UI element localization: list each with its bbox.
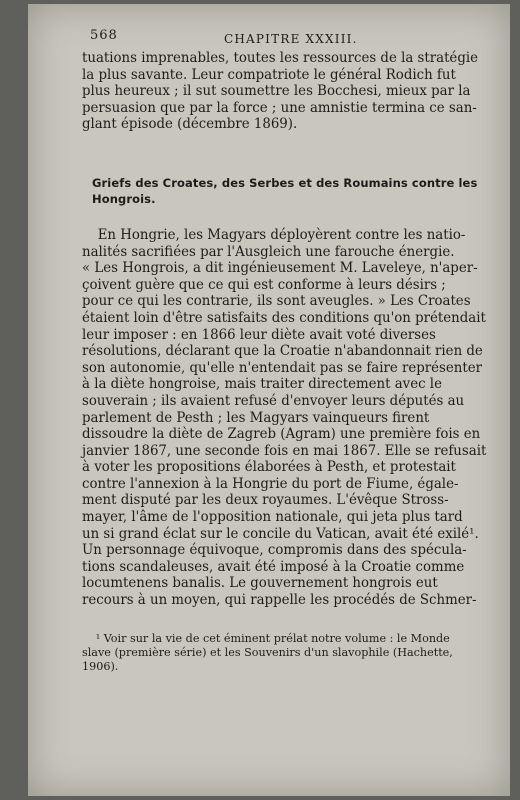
section-heading	[92, 175, 500, 207]
text-line: la plus savante. Leur compatriote le général Rodich fut	[82, 66, 456, 83]
text-line: parlement de Pesth ; les Magyars vainqueurs firent	[82, 409, 430, 426]
text-line: étaient loin d'être satisfaits des conditions qu'on prétendait	[82, 309, 486, 326]
text-line: « Les Hongrois, a dit ingénieusement M. Laveleye, n'aper-	[82, 260, 478, 277]
chapter-title: CHAPITRE XXXIII.	[224, 32, 358, 46]
page-number: 568	[90, 28, 118, 43]
text-line: tuations imprenables, toutes les ressources de la stratégie	[82, 50, 479, 66]
intro-paragraph	[82, 50, 500, 133]
section-heading-line: Hongrois.	[92, 191, 156, 206]
text-line: persuasion que par la force ; une amnistie termina ce san-	[82, 99, 477, 116]
text-line: glant épisode (décembre 1869).	[82, 116, 298, 133]
text-line: contre l'annexion à la Hongrie du port de Fiume, égale-	[82, 475, 459, 492]
text-line: recours à un moyen, qui rappelle les procédés de Schmer-	[82, 592, 477, 609]
text-line: résolutions, déclarant que la Croatie n'abandonnait rien de	[82, 343, 483, 360]
text-line: En Hongrie, les Magyars déployèrent contre les natio-	[97, 226, 466, 243]
text-line: son autonomie, qu'elle n'entendait pas se faire représenter	[82, 359, 483, 376]
text-line: souverain ; ils avaient refusé d'envoyer leurs députés au	[82, 392, 465, 409]
text-line: Un personnage équivoque, compromis dans des spécula-	[82, 542, 467, 559]
page-content	[82, 28, 500, 673]
main-paragraph	[82, 227, 500, 609]
text-line: locumtenens banalis. Le gouvernement hongrois eut	[82, 575, 438, 592]
text-line: çoivent guère que ce qui est conforme à leurs désirs ;	[82, 276, 446, 293]
text-line: nalités sacrifiées par l'Ausgleich une farouche énergie.	[82, 243, 455, 260]
book-page	[28, 4, 510, 796]
text-line: un si grand éclat sur le concile du Vatican, avait été exilé¹.	[82, 525, 479, 542]
text-line: mayer, l'âme de l'opposition nationale, qui jeta plus tard	[82, 509, 463, 526]
text-line: à voter les propositions élaborées à Pesth, et protestait	[82, 459, 456, 476]
section-heading-line: Griefs des Croates, des Serbes et des Roumains contre les	[92, 175, 478, 190]
text-line: à la diète hongroise, mais traiter directement avec le	[82, 376, 442, 393]
text-line: ment disputé par les deux royaumes. L'évêque Stross-	[82, 492, 449, 509]
footnote-line: 1906).	[82, 658, 119, 673]
text-line: pour ce qui les contrarie, ils sont aveugles. » Les Croates	[82, 293, 471, 310]
text-line: leur imposer : en 1866 leur diète avait voté diverses	[82, 326, 436, 343]
text-line: tions scandaleuses, avait été imposé à la Croatie comme	[82, 558, 465, 575]
footnote-line: ¹ Voir sur la vie de cet éminent prélat notre volume : le Monde	[95, 630, 450, 645]
footnote-line: slave (première série) et les Souvenirs d'un slavophile (Hachette,	[82, 644, 453, 659]
text-line: janvier 1867, une seconde fois en mai 1867. Elle se refusait	[82, 442, 487, 459]
text-line: dissoudre la diète de Zagreb (Agram) une première fois en	[82, 426, 481, 443]
text-line: plus heureux ; il sut soumettre les Bocchesi, mieux par la	[82, 83, 471, 100]
footnote	[82, 631, 500, 673]
running-head	[82, 28, 500, 50]
